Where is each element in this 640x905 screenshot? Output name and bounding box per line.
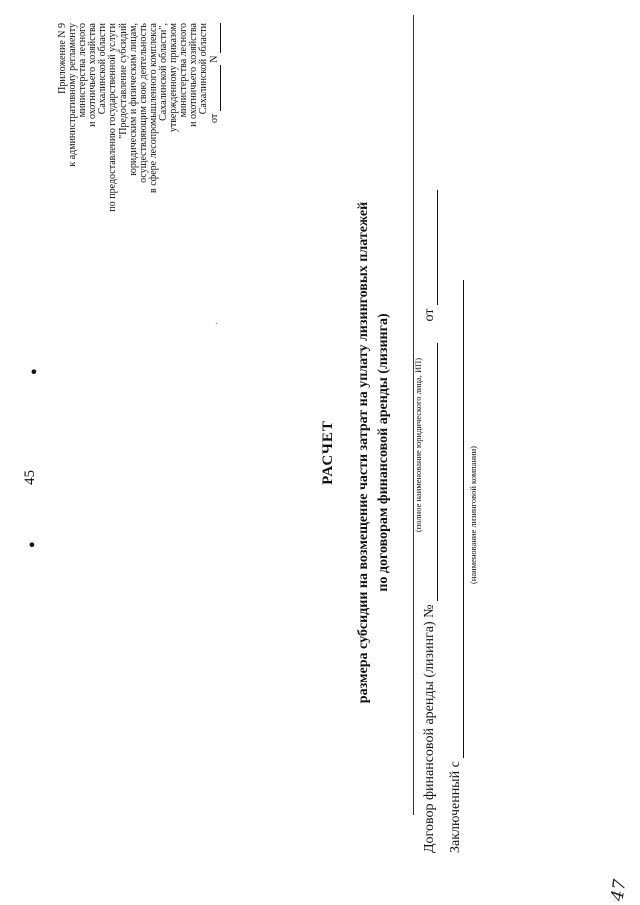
contract-label: Договор финансовой аренды (лизинга) № bbox=[422, 604, 437, 853]
page-number: 45 bbox=[22, 470, 38, 485]
scan-speck: ● bbox=[26, 541, 38, 548]
concluded-row bbox=[448, 3, 464, 853]
appendix-line: министерства лесного bbox=[77, 23, 89, 118]
leasing-company-caption: (наименование лизинговой компании) bbox=[468, 446, 478, 584]
appendix-line: осуществляющим свою деятельность bbox=[137, 23, 149, 183]
concluded-label: Заключенный с bbox=[448, 761, 463, 853]
appendix-line: "Предоставление субсидий bbox=[117, 23, 129, 139]
subtitle-line-2: по договорам финансовой аренды (лизинга) bbox=[376, 313, 391, 592]
appendix-number-prefix: N bbox=[209, 55, 221, 63]
leasing-company-blank[interactable] bbox=[455, 280, 464, 758]
appendix-header bbox=[58, 23, 221, 295]
contract-number-blank[interactable] bbox=[429, 343, 438, 601]
appendix-line: и охотничьего хозяйства bbox=[87, 23, 99, 127]
appendix-date-prefix: от bbox=[209, 113, 221, 123]
contract-from-label: от bbox=[422, 308, 437, 322]
appendix-line: Сахалинской области bbox=[97, 23, 109, 115]
scan-speck: ● bbox=[28, 368, 40, 375]
appendix-line: министерства лесного bbox=[178, 23, 190, 118]
scan-speck: · bbox=[212, 321, 223, 325]
appendix-line: Приложение N 9 bbox=[57, 23, 68, 94]
document-title: РАСЧЕТ bbox=[320, 420, 336, 485]
appendix-line: и охотничьего хозяйства bbox=[188, 23, 200, 127]
appendix-line: к административному регламенту bbox=[67, 23, 79, 167]
appendix-line: в сфере лесопромышленного комплекса bbox=[147, 23, 159, 194]
appendix-line: Сахалинской области bbox=[198, 23, 210, 115]
appendix-line: юридическим и физическим лицам, bbox=[127, 23, 139, 176]
appendix-number-blank[interactable] bbox=[212, 23, 221, 53]
document-subtitle bbox=[354, 0, 394, 905]
appendix-line: по предоставлению государственной услуги bbox=[107, 23, 119, 212]
appendix-line: утвержденному приказом bbox=[168, 23, 180, 133]
contract-date-blank[interactable] bbox=[429, 190, 438, 305]
handwritten-page-mark: 47 bbox=[607, 878, 631, 903]
entity-name-caption: (полное наименование юридического лица, ИП) bbox=[413, 357, 423, 533]
appendix-date-blank[interactable] bbox=[212, 65, 221, 111]
subtitle-line-1: размера субсидии на возмещение части затрат на уплату лизинговых платежей bbox=[356, 201, 371, 704]
appendix-line: Сахалинской области", bbox=[157, 23, 169, 121]
contract-row bbox=[422, 3, 438, 853]
appendix-date-line bbox=[210, 23, 220, 295]
